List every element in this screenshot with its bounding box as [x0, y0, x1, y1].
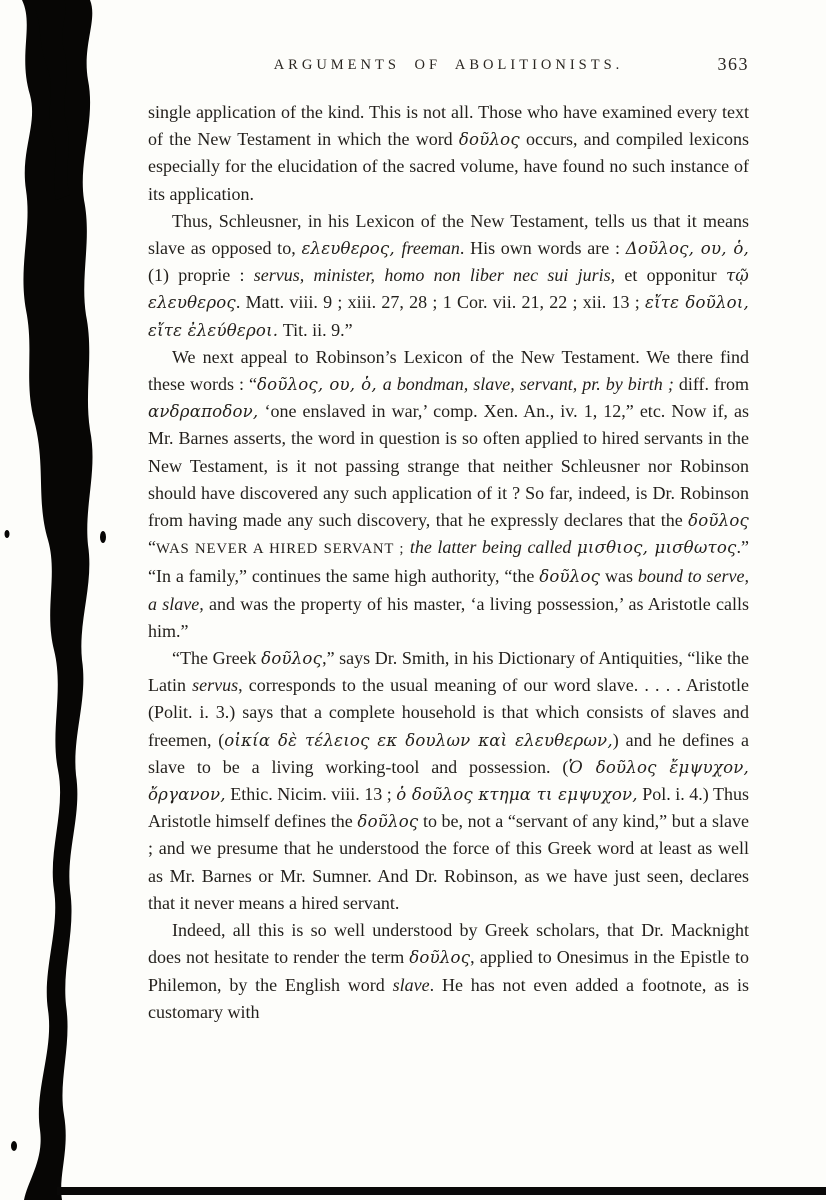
paragraph: [148, 645, 749, 917]
text-segment: ανδραποδον,: [148, 402, 259, 422]
text-segment: the latter being called: [409, 537, 577, 558]
text-segment: εἴτε δοῦλοι, εἴτε ἐλεύθεροι.: [148, 293, 749, 340]
text-segment: δοῦλος: [688, 511, 749, 531]
text-segment: Tit. ii. 9.”: [278, 319, 353, 340]
text-segment: et opponitur: [615, 265, 726, 286]
text-segment: “: [148, 537, 156, 558]
text-segment: servus: [192, 675, 239, 696]
text-segment: . His own words are :: [459, 238, 626, 259]
text-segment: δοῦλος: [409, 948, 471, 968]
paragraph: [148, 99, 749, 208]
text-segment: , applied to Onesimus in the Epistle to Philemon, by the English word: [148, 947, 749, 995]
text-segment: δοῦλος: [261, 649, 323, 669]
text-segment: Ethic. Nicim. viii. 13 ;: [225, 784, 397, 805]
text-segment: a bondman, slave, servant, pr. by birth ;: [382, 374, 674, 395]
text-segment: was: [600, 566, 638, 587]
text-segment: Pol. i. 4.) Thus Aristotle himself defines the: [148, 784, 749, 832]
text-segment: ) and he defines a slave to be a living working-tool and possession. (: [148, 729, 749, 777]
paragraph: [148, 208, 749, 344]
text-segment: diff. from: [673, 374, 749, 395]
text-segment: .” “In a family,” continues the same high authority, “the: [148, 537, 749, 587]
text-segment: δοῦλος: [458, 130, 520, 150]
text-segment: “The Greek: [172, 648, 262, 669]
text-segment: single application of the kind. This is not all. Those who have examined every text of the New Testament in which the word: [148, 102, 749, 150]
text-segment: ὁ δοῦλος κτημα τι εμψυχον,: [396, 785, 638, 805]
text-segment: to be, not a “servant of any kind,” but a slave ; and we presume that he understood the force of this Greek word at least as well as Mr. Barnes or Mr. Sumner. And Dr. Robinson, as we have just seen, declares that it never means a hired servant.: [148, 811, 749, 913]
text-segment: bound to serve, a slave,: [148, 566, 749, 614]
page-header: [148, 54, 749, 81]
text-segment: Indeed, all this is so well understood by Greek scholars, that Dr. Macknight does not hesitate to render the term: [148, 920, 749, 968]
text-segment: , corresponds to the usual meaning of our word slave. . . . . Aristotle (Polit. i. 3.) says that a complete household is that which consists of slaves and freemen, (: [148, 675, 749, 750]
text-segment: WAS NEVER A HIRED SERVANT ;: [156, 541, 405, 558]
text-segment: We next appeal to Robinson’s Lexicon of the New Testament. We there find these words : “: [148, 346, 749, 395]
text-segment: τῷ ελευθερος: [148, 266, 749, 313]
running-head: ARGUMENTS OF ABOLITIONISTS.: [273, 57, 624, 73]
text-segment: . He has not even added a footnote, as is customary with: [148, 974, 749, 1022]
text-segment: ‘one enslaved in war,’ comp. Xen. An., iv. 1, 12,” etc. Now if, as Mr. Barnes asserts, the word in question is so often applied to hired servants in the New Testament, is it not passing strange that neither Schleusner nor Robinson should have discovered any such application of it ? So far, indeed, is Dr. Robinson from having made any such discovery, that he expressly declares that the: [148, 401, 749, 531]
text-segment: Δοῦλος, ου, ὁ,: [625, 239, 749, 259]
text-segment: οἰκία δὲ τέλειος εκ δουλων καὶ ελευθερων,: [224, 730, 613, 750]
bottom-scan-line: [57, 1187, 826, 1195]
text-segment: occurs, and compiled lexicons especially for the elucidation of the sacred volume, have found no such instance of its application.: [148, 129, 750, 204]
text-segment: (1) proprie :: [148, 265, 254, 286]
text-segment: ελευθερος,: [301, 239, 402, 259]
text-segment: . Matt. viii. 9 ; xiii. 27, 28 ; 1 Cor. vii. 21, 22 ; xii. 13 ;: [235, 292, 645, 313]
text-segment: Thus, Schleusner, in his Lexicon of the New Testament, tells us that it means slave as opposed to,: [148, 210, 749, 259]
paragraph: [148, 917, 749, 1026]
paragraph: [148, 344, 749, 645]
text-segment: δοῦλος: [357, 812, 419, 832]
text-segment: Ὁ δοῦλος ἔμψυχον, ὄργανον,: [148, 757, 749, 805]
text-segment: ,” says Dr. Smith, in his Dictionary of Antiquities, “like the Latin: [148, 648, 750, 696]
text-segment: freeman: [401, 238, 460, 259]
binding-ink-artifact: [0, 0, 130, 1200]
text-segment: μισθιος, μισθωτος: [576, 538, 737, 558]
text-segment: δοῦλος, ου, ὁ,: [257, 375, 383, 395]
text-segment: δοῦλος: [539, 567, 601, 587]
page-body: [148, 99, 749, 1026]
text-segment: servus, minister, homo non liber nec sui juris,: [253, 265, 616, 286]
text-segment: slave: [392, 974, 430, 995]
text-segment: and was the property of his master, ‘a living possession,’ as Aristotle calls him.”: [148, 593, 750, 641]
page-number: 363: [717, 54, 749, 74]
